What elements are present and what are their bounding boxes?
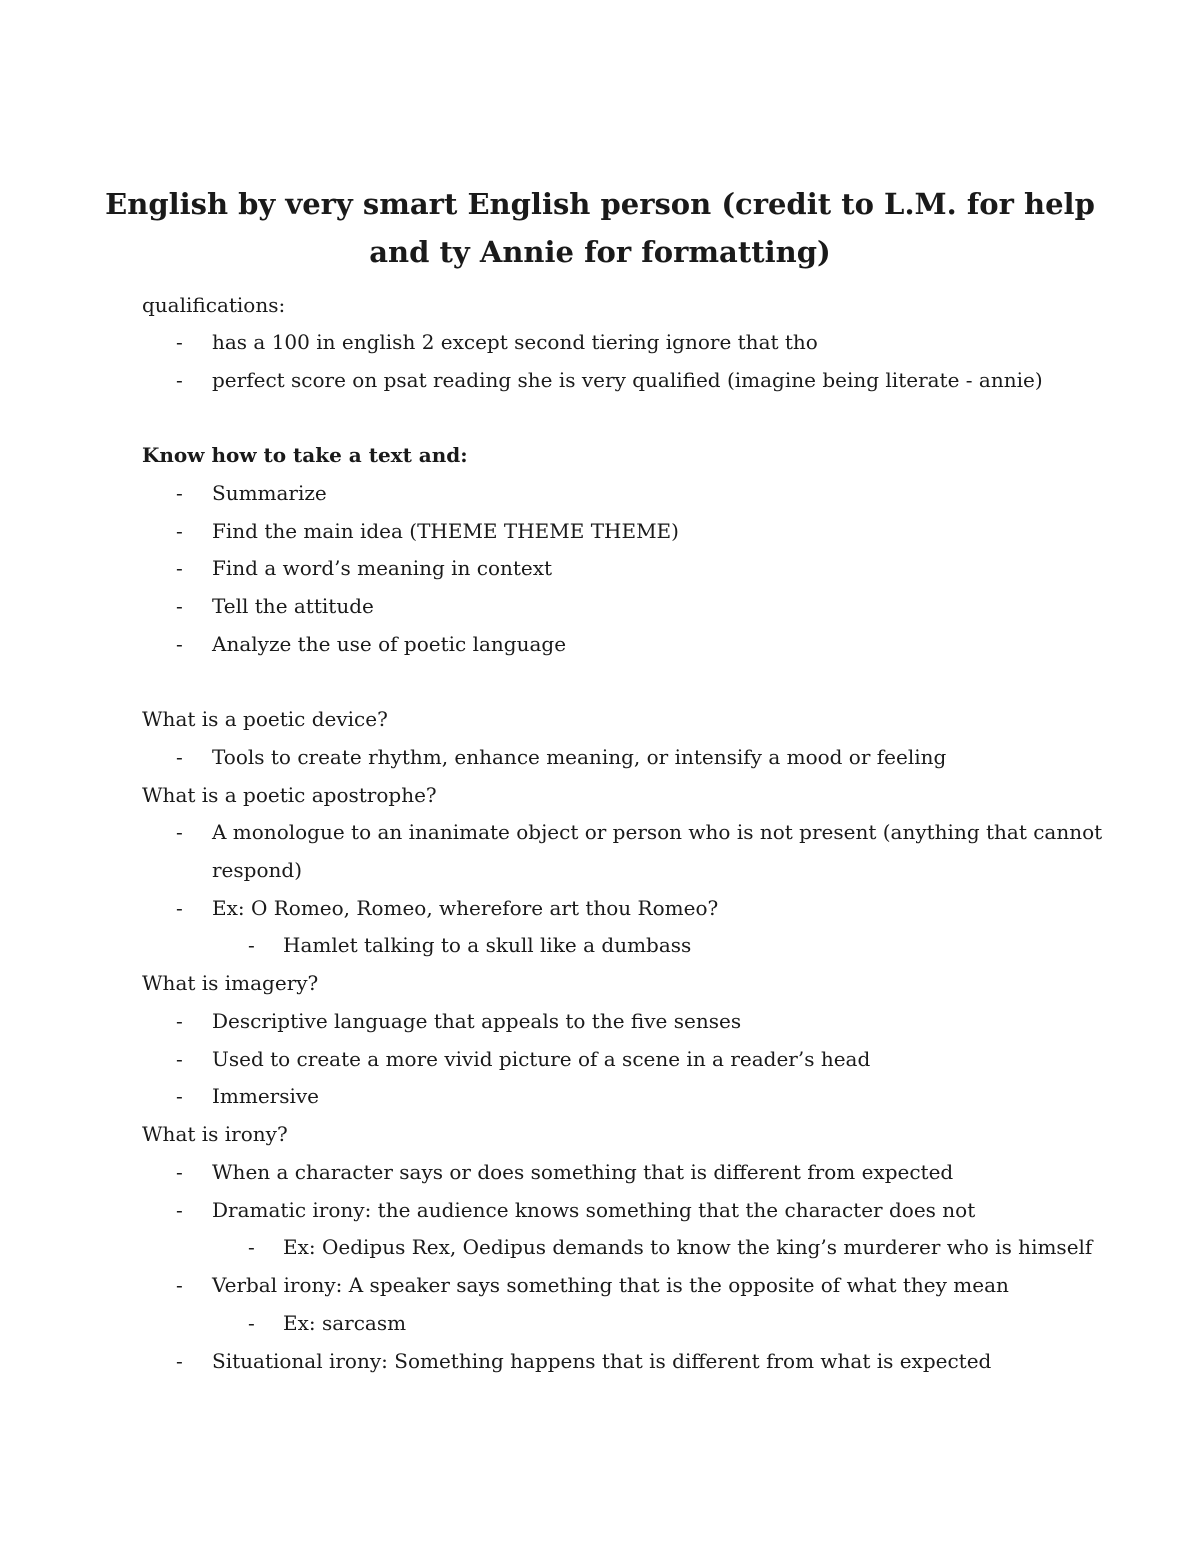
title-line-1: English by very smart English person (credit to L.M. for help [105, 187, 1095, 221]
bullet-dash: - [176, 1198, 183, 1222]
title-line-2: and ty Annie for formatting) [369, 235, 831, 269]
imagery-item: Descriptive language that appeals to the five senses [212, 1009, 742, 1033]
document-title [100, 180, 1100, 276]
qualifications-heading: qualifications: [142, 293, 286, 317]
bullet-dash: - [176, 1160, 183, 1184]
bullet-dash: - [176, 519, 183, 543]
bullet-dash: - [176, 1084, 183, 1108]
irony-item: Situational irony: Something happens that is different from what is expected [212, 1349, 992, 1373]
irony-item: Verbal irony: A speaker says something that is the opposite of what they mean [212, 1273, 1009, 1297]
bullet-dash: - [176, 1273, 183, 1297]
apostrophe-example: Ex: O Romeo, Romeo, wherefore art thou Romeo? [212, 896, 719, 920]
irony-item: When a character says or does something that is different from expected [212, 1160, 954, 1184]
bullet-dash: - [176, 1047, 183, 1071]
bullet-dash: - [176, 896, 183, 920]
bullet-dash: - [176, 632, 183, 656]
know-how-item: Tell the attitude [212, 594, 374, 618]
bullet-dash: - [248, 933, 255, 957]
apostrophe-sub-item: Hamlet talking to a skull like a dumbass [283, 933, 692, 957]
apostrophe-item-line-2: respond) [212, 858, 302, 882]
bullet-dash: - [248, 1311, 255, 1335]
bullet-dash: - [176, 368, 183, 392]
apostrophe-item-line-1: A monologue to an inanimate object or person who is not present (anything that cannot [212, 820, 1103, 844]
know-how-heading: Know how to take a text and: [142, 443, 468, 467]
poetic-device-item: Tools to create rhythm, enhance meaning, or intensify a mood or feeling [212, 745, 947, 769]
bullet-dash: - [176, 556, 183, 580]
irony-sub-item: Ex: sarcasm [283, 1311, 407, 1335]
bullet-dash: - [176, 594, 183, 618]
poetic-device-question: What is a poetic device? [142, 707, 388, 731]
qualification-item: has a 100 in english 2 except second tiering ignore that tho [212, 330, 818, 354]
bullet-dash: - [176, 481, 183, 505]
irony-sub-item: Ex: Oedipus Rex, Oedipus demands to know the king’s murderer who is himself [283, 1235, 1093, 1259]
apostrophe-question: What is a poetic apostrophe? [142, 783, 437, 807]
know-how-item: Analyze the use of poetic language [212, 632, 567, 656]
bullet-dash: - [176, 1349, 183, 1373]
bullet-dash: - [248, 1235, 255, 1259]
imagery-item: Immersive [212, 1084, 320, 1108]
know-how-item: Summarize [212, 481, 327, 505]
bullet-dash: - [176, 820, 183, 844]
irony-question: What is irony? [142, 1122, 288, 1146]
know-how-item: Find a word’s meaning in context [212, 556, 553, 580]
bullet-dash: - [176, 1009, 183, 1033]
imagery-item: Used to create a more vivid picture of a scene in a reader’s head [212, 1047, 871, 1071]
imagery-question: What is imagery? [142, 971, 319, 995]
know-how-item: Find the main idea (THEME THEME THEME) [212, 519, 679, 543]
qualification-item: perfect score on psat reading she is very qualified (imagine being literate - annie) [212, 368, 1043, 392]
bullet-dash: - [176, 745, 183, 769]
irony-item: Dramatic irony: the audience knows something that the character does not [212, 1198, 976, 1222]
bullet-dash: - [176, 330, 183, 354]
